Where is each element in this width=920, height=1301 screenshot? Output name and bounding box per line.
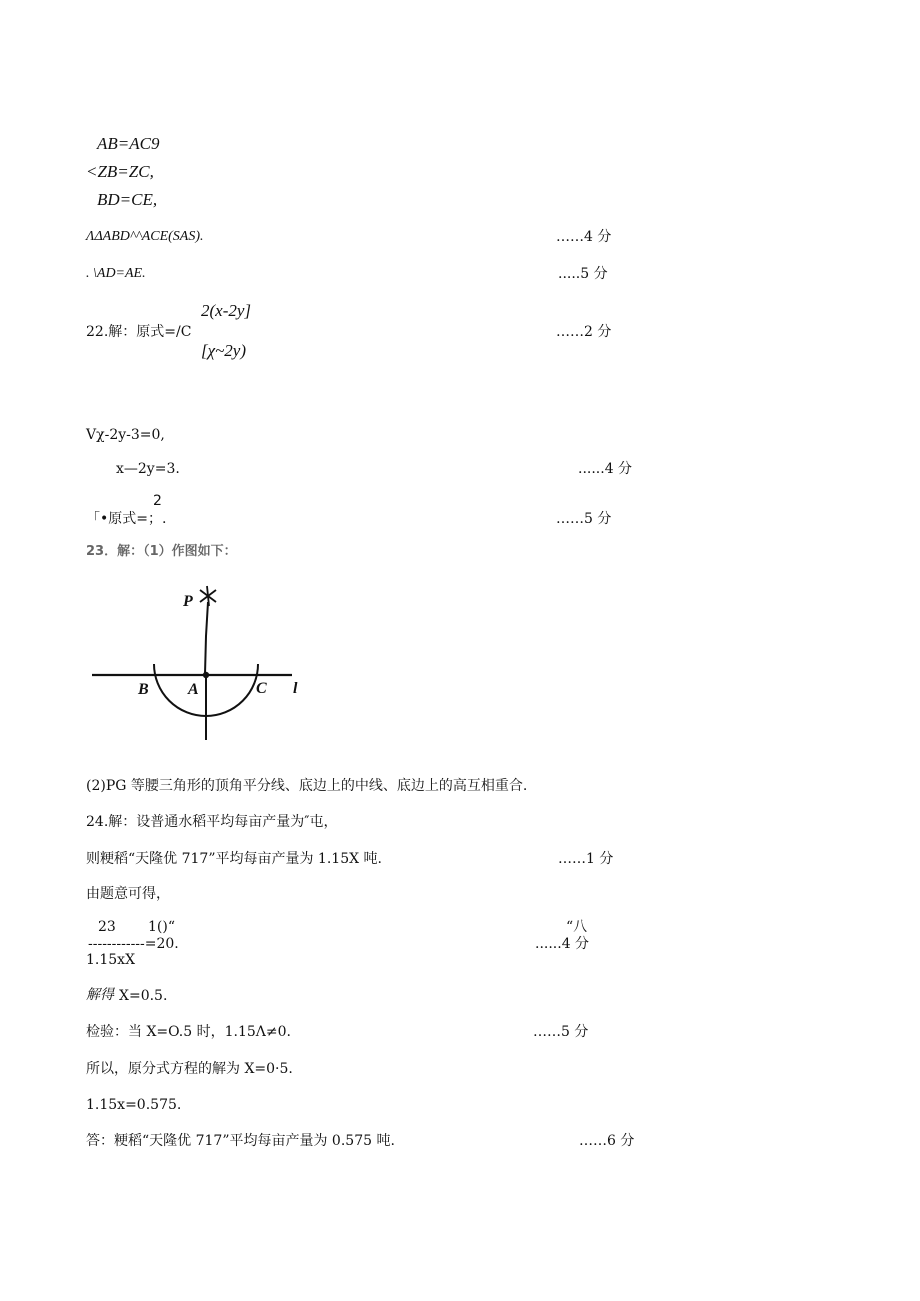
q24-solve-label: 解得 xyxy=(86,988,114,1003)
q22-denominator: [χ~2y) xyxy=(201,341,246,360)
q24-eq-num-1: 23 xyxy=(98,919,116,935)
proof-line-3: BD=CE, xyxy=(97,190,158,209)
label-b: B xyxy=(138,681,149,698)
construction-svg xyxy=(84,576,304,742)
q24-solve-value: X=0.5. xyxy=(119,988,168,1004)
q23-part2: (2)PG 等腰三角形的顶角平分线、底边上的中线、底边上的高互相重合. xyxy=(86,778,528,794)
label-p: P xyxy=(183,593,193,610)
q22-prefix: 22.解：原式=/C xyxy=(86,324,192,340)
q24-product: 1.15x=0.575. xyxy=(86,1097,182,1113)
proof-line-2: <ZB=ZC, xyxy=(86,162,154,181)
q24-eq-num-2: 1()“ xyxy=(148,919,175,935)
score-line-8: ......4 分 xyxy=(578,461,633,477)
q24-eq-num-3: “八 xyxy=(566,919,588,935)
label-c: C xyxy=(256,680,267,697)
score-q24-a: ……1 分 xyxy=(558,851,614,867)
proof-line-1: AB=AC9 xyxy=(97,134,160,153)
point-p-mark xyxy=(200,586,216,606)
q22-line-9: 「•原式=；. xyxy=(86,511,167,527)
q22-numerator: 2(x-2y] xyxy=(201,301,252,320)
label-l: l xyxy=(293,680,298,697)
proof-line-4: ΛΔABD^^ACE(SAS). xyxy=(86,229,204,244)
q24-heading: 24.解：设普通水稻平均每亩产量为″屯， xyxy=(86,814,338,830)
q22-line-7: Vχ-2y-3=0, xyxy=(86,427,165,443)
score-line-4: ……4 分 xyxy=(556,229,612,245)
score-q24-e: ……5 分 xyxy=(533,1024,589,1040)
q24-eq-bar: ------------=20. xyxy=(88,936,179,952)
score-q24-h: ……6 分 xyxy=(579,1133,635,1149)
score-line-9: ……5 分 xyxy=(556,511,612,527)
label-a: A xyxy=(188,681,199,698)
q24-eq-den: 1.15xX xyxy=(86,952,136,968)
q22-sup: 2 xyxy=(153,493,162,509)
point-a-dot xyxy=(203,672,209,678)
score-line-5: .....5 分 xyxy=(558,266,608,282)
q24-check: 检验：当 X=O.5 时，1.15Λ≠0. xyxy=(86,1024,291,1040)
q24-answer: 答：粳稻“天隆优 717”平均每亩产量为 0.575 吨. xyxy=(86,1133,395,1149)
q24-solution: 所以，原分式方程的解为 X=0·5. xyxy=(86,1061,293,1077)
q23-heading: 23．解：（1）作图如下： xyxy=(86,544,237,559)
q24-line-a: 则粳稻“天隆优 717”平均每亩产量为 1.15X 吨. xyxy=(86,851,382,867)
q24-line-b: 由题意可得， xyxy=(86,886,170,902)
proof-line-5: . \AD=AE. xyxy=(86,266,146,281)
q22-line-8: x—2y=3. xyxy=(116,461,180,477)
score-q24-c: ......4 分 xyxy=(535,936,590,952)
construction-figure xyxy=(84,576,304,742)
score-q22: ……2 分 xyxy=(556,324,612,340)
perpendicular-line xyxy=(205,602,208,674)
